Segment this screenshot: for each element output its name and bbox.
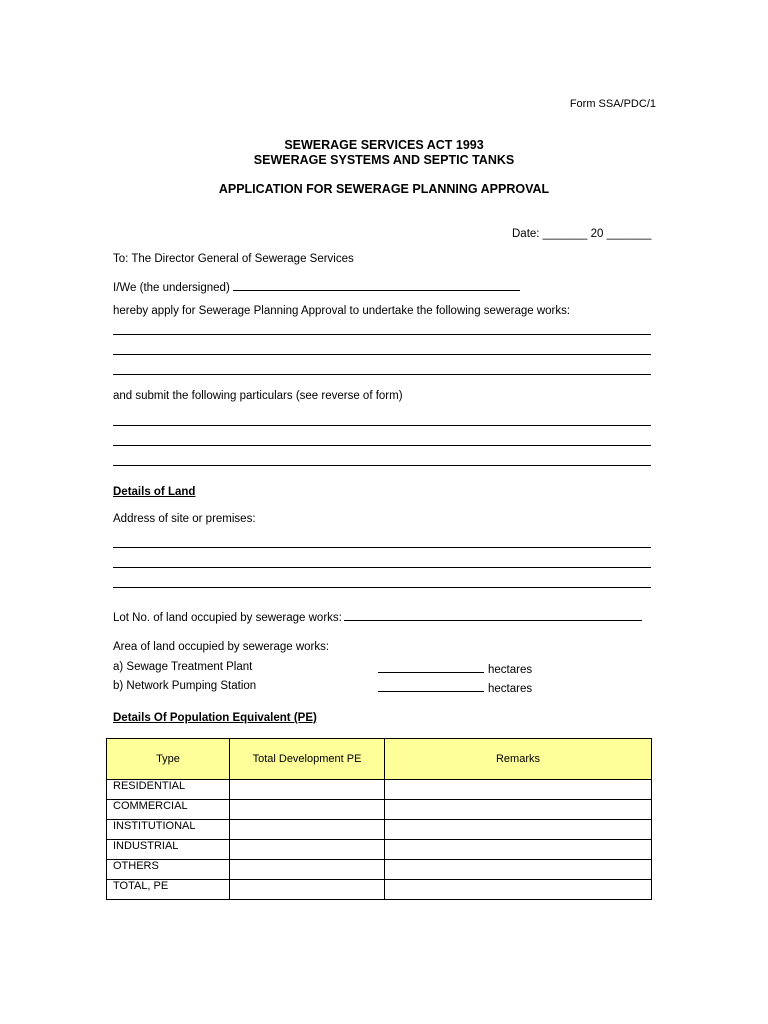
nps-area-field[interactable] (378, 680, 484, 692)
submit-statement: and submit the following particulars (see reverse of form) (113, 390, 403, 402)
lot-row (113, 609, 642, 624)
systems-title: SEWERAGE SYSTEMS AND SEPTIC TANKS (253, 153, 515, 167)
table-row (107, 860, 652, 880)
pe-cell[interactable] (230, 880, 385, 900)
lot-number-field[interactable] (344, 609, 642, 621)
pe-cell[interactable] (230, 860, 385, 880)
pe-table (106, 738, 652, 900)
applicant-name-field[interactable] (233, 279, 520, 291)
applicant-label: I/We (the undersigned) (113, 282, 230, 294)
nps-area-row (378, 680, 532, 695)
remarks-cell[interactable] (385, 860, 652, 880)
works-line-1[interactable] (113, 334, 651, 335)
address-line-1[interactable] (113, 547, 651, 548)
form-number: Form SSA/PDC/1 (569, 98, 656, 110)
pe-cell[interactable] (230, 780, 385, 800)
remarks-cell[interactable] (385, 840, 652, 860)
row-type: OTHERS (107, 860, 230, 880)
works-line-3[interactable] (113, 374, 651, 375)
table-row (107, 820, 652, 840)
stp-area-field[interactable] (378, 661, 484, 673)
pe-heading: Details Of Population Equivalent (PE) (113, 712, 317, 724)
particulars-line-1[interactable] (113, 425, 651, 426)
address-label: Address of site or premises: (113, 513, 256, 525)
area-label: Area of land occupied by sewerage works: (113, 641, 330, 653)
stp-area-row (378, 661, 532, 676)
land-heading: Details of Land (113, 486, 196, 498)
table-row (107, 840, 652, 860)
row-type: INSTITUTIONAL (107, 820, 230, 840)
lot-label: Lot No. of land occupied by sewerage works: (113, 612, 342, 624)
nps-unit: hectares (488, 683, 533, 695)
table-row (107, 800, 652, 820)
nps-label: b) Network Pumping Station (113, 680, 257, 692)
table-row (107, 880, 652, 900)
address-line-3[interactable] (113, 587, 651, 588)
col-type: Type (107, 739, 230, 780)
particulars-line-3[interactable] (113, 465, 651, 466)
row-type: TOTAL, PE (107, 880, 230, 900)
remarks-cell[interactable] (385, 880, 652, 900)
works-line-2[interactable] (113, 354, 651, 355)
pe-cell[interactable] (230, 800, 385, 820)
stp-label: a) Sewage Treatment Plant (113, 661, 253, 673)
applicant-row (113, 279, 520, 294)
col-total-pe: Total Development PE (230, 739, 385, 780)
act-title: SEWERAGE SERVICES ACT 1993 (284, 138, 484, 152)
pe-cell[interactable] (230, 820, 385, 840)
row-type: INDUSTRIAL (107, 840, 230, 860)
col-remarks: Remarks (385, 739, 652, 780)
addressee: To: The Director General of Sewerage Services (113, 253, 354, 265)
application-title: APPLICATION FOR SEWERAGE PLANNING APPROVAL (218, 182, 550, 196)
apply-statement: hereby apply for Sewerage Planning Approval to undertake the following sewerage works: (113, 305, 571, 317)
date-field[interactable]: Date: _______ 20 _______ (512, 228, 652, 240)
pe-cell[interactable] (230, 840, 385, 860)
address-line-2[interactable] (113, 567, 651, 568)
remarks-cell[interactable] (385, 780, 652, 800)
remarks-cell[interactable] (385, 820, 652, 840)
particulars-line-2[interactable] (113, 445, 651, 446)
remarks-cell[interactable] (385, 800, 652, 820)
stp-unit: hectares (488, 664, 533, 676)
row-type: COMMERCIAL (107, 800, 230, 820)
row-type: RESIDENTIAL (107, 780, 230, 800)
table-row (107, 780, 652, 800)
